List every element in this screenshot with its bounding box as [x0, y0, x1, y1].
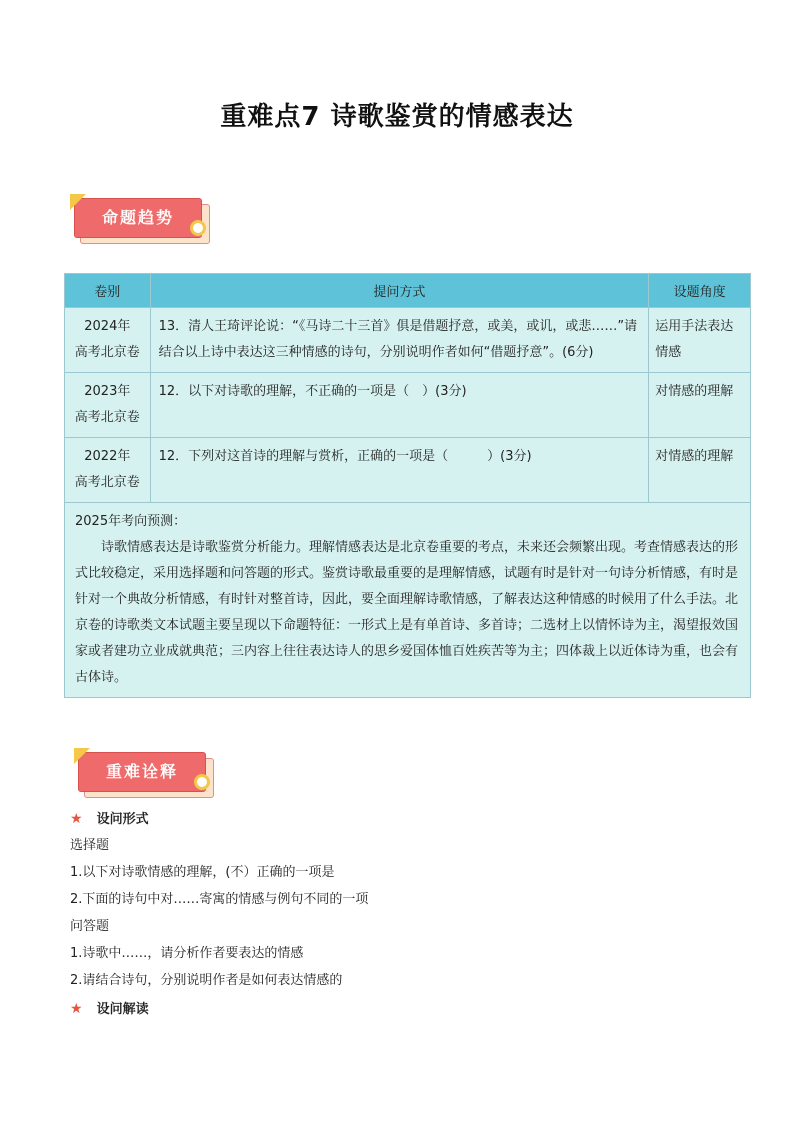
question-cell: 13．清人王琦评论说：“《马诗二十三首》俱是借题抒意，或美，或讥，或悲……”请结合以上诗中表达这三种情感的诗句，分别说明作者如何“借题抒意”。(6分) [150, 308, 649, 373]
form-heading: ★ 设问形式 [70, 811, 149, 827]
year-cell: 2022年 高考北京卷 [65, 438, 151, 503]
question-cell: 12．下列对这首诗的理解与赏析，正确的一项是（ ）(3分) [150, 438, 649, 503]
table-row [65, 308, 751, 373]
angle-cell: 对情感的理解 [649, 438, 751, 503]
year-cell: 2023年 高考北京卷 [65, 373, 151, 438]
star-icon: ★ [70, 1001, 83, 1017]
qa-item-2: 2.请结合诗句，分别说明作者是如何表达情感的 [70, 973, 343, 988]
angle-cell: 对情感的理解 [649, 373, 751, 438]
choice-item-2: 2.下面的诗句中对……寄寓的情感与例句不同的一项 [70, 892, 369, 907]
year-cell: 2024年 高考北京卷 [65, 308, 151, 373]
interpret-heading: ★ 设问解读 [70, 1001, 149, 1017]
badge-label: 命题趋势 [74, 198, 202, 238]
star-icon: ★ [70, 811, 83, 827]
question-cell: 12．以下对诗歌的理解，不正确的一项是（ ）(3分) [150, 373, 649, 438]
trend-badge [72, 196, 214, 248]
qa-item-1: 1.诗歌中……，请分析作者要表达的情感 [70, 946, 304, 961]
page-title: 重难点7 诗歌鉴赏的情感表达 [220, 102, 574, 132]
header-angle: 设题角度 [649, 274, 751, 308]
choice-item-1: 1.以下对诗歌情感的理解，(不）正确的一项是 [70, 865, 335, 880]
table-row [65, 438, 751, 503]
angle-cell: 运用手法表达情感 [649, 308, 751, 373]
badge-corner-icon [70, 194, 86, 210]
trend-table [64, 273, 751, 698]
header-question: 提问方式 [150, 274, 649, 308]
table-header-row [65, 274, 751, 308]
badge-corner-icon [74, 748, 90, 764]
badge-label: 重难诠释 [78, 752, 206, 792]
header-paper: 卷别 [65, 274, 151, 308]
prediction-cell [65, 503, 751, 698]
choice-label: 选择题 [70, 838, 110, 853]
qa-label: 问答题 [70, 919, 110, 934]
prediction-title: 2025年考向预测： [75, 514, 187, 529]
badge-ring-icon [194, 774, 210, 790]
prediction-body: 诗歌情感表达是诗歌鉴赏分析能力。理解情感表达是北京卷重要的考点，未来还会频繁出现。考查情感表达的形式比较稳定，采用选择题和问答题的形式。鉴赏诗歌最重要的是理解情感，试题有时是针对一句诗分析情感，有时是针对一个典故分析情感，有时针对整首诗，因此，要全面理解诗歌情感，了解表达这种情感的时候用了什么手法。北京卷的诗歌类文本试题主要呈现以下命题特征：一形式上是有单首诗、多首诗；二选材上以情怀诗为主，渴望报效国家或者建功立业成就典范；三内容上往往表达诗人的思乡爱国体恤百姓疾苦等为主；四体裁上以近体诗为重，也会有古体诗。 [75, 540, 739, 685]
prediction-row [65, 503, 751, 698]
badge-ring-icon [190, 220, 206, 236]
table-row [65, 373, 751, 438]
explain-badge [76, 750, 218, 802]
